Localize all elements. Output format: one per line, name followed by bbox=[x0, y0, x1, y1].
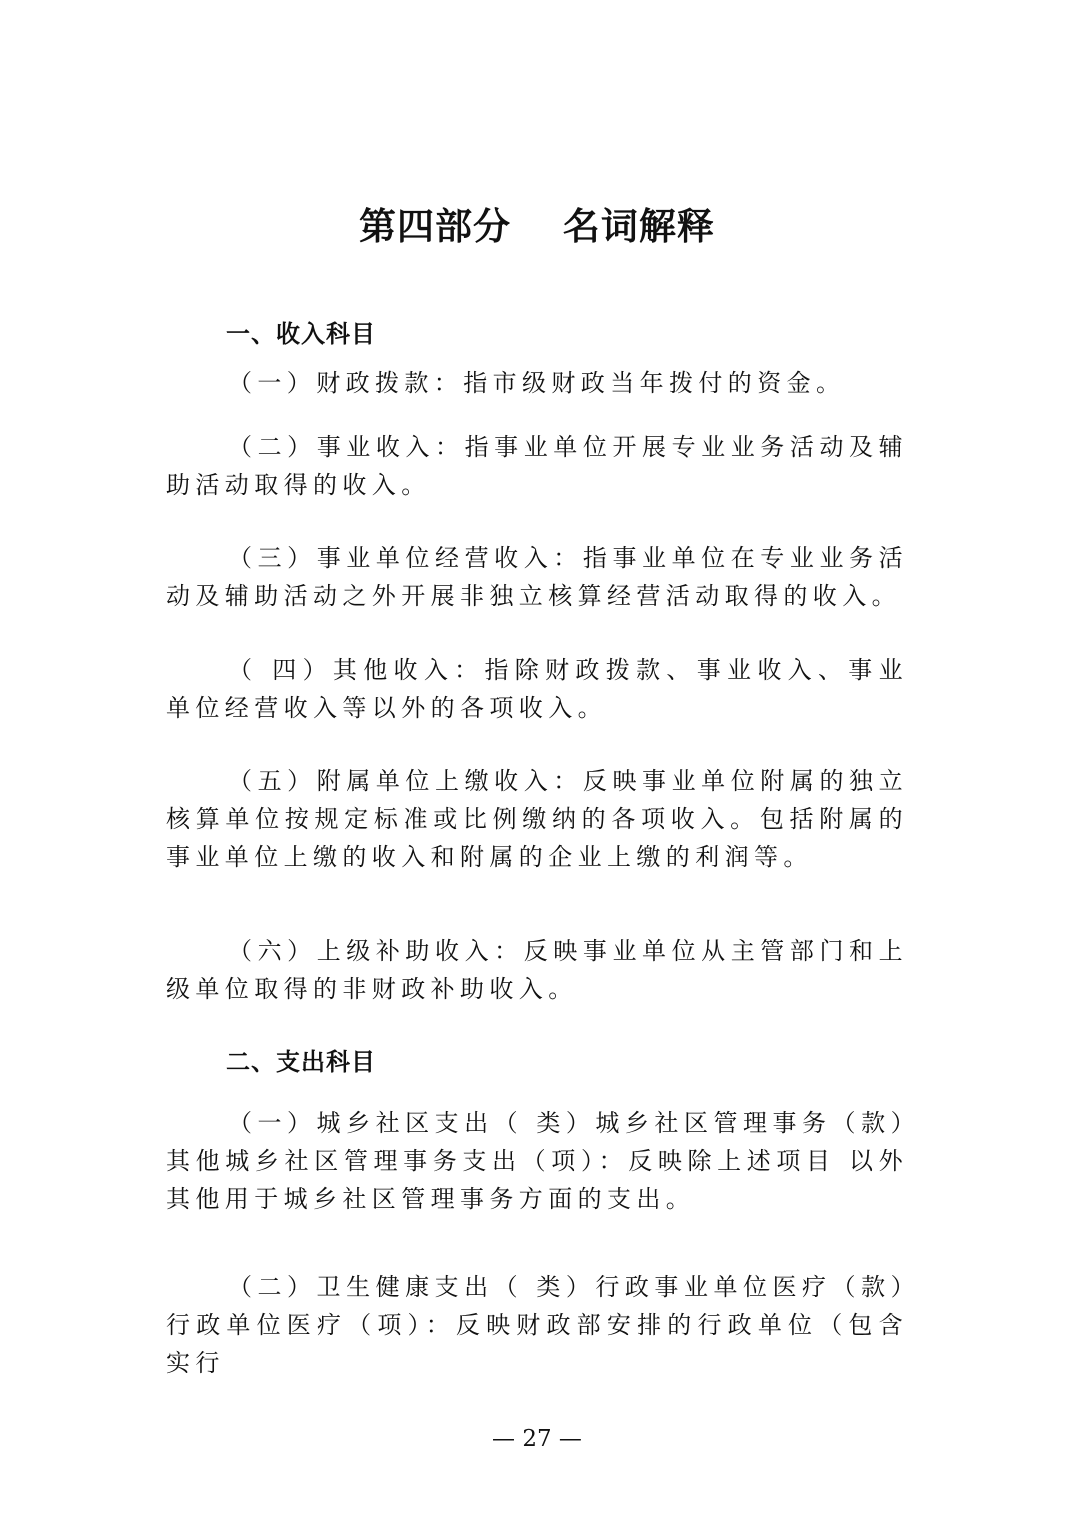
expense-item-2: （二）卫生健康支出（ 类）行政事业单位医疗（款）行政单位医疗（项）：反映财政部安排的行政单位（包含实行 bbox=[166, 1273, 908, 1377]
income-item-3: （三）事业单位经营收入：指事业单位在专业业务活动及辅助活动之外开展非独立核算经营活动取得的收入。 bbox=[166, 544, 908, 610]
income-item-2: （二）事业收入：指事业单位开展专业业务活动及辅助活动取得的收入。 bbox=[166, 433, 908, 499]
income-item-1: （一）财政拨款：指市级财政当年拨付的资金。 bbox=[228, 369, 846, 397]
page-title: 第四部分 名词解释 bbox=[359, 205, 715, 248]
section-heading-expense: 二、支出科目 bbox=[226, 1048, 376, 1076]
income-item-6: （六）上级补助收入：反映事业单位从主管部门和上级单位取得的非财政补助收入。 bbox=[166, 937, 908, 1003]
expense-item-1: （一）城乡社区支出（ 类）城乡社区管理事务（款）其他城乡社区管理事务支出（项）：反映除上述项目 以外其他用于城乡社区管理事务方面的支出。 bbox=[166, 1109, 908, 1213]
income-item-5: （五）附属单位上缴收入：反映事业单位附属的独立核算单位按规定标准或比例缴纳的各项收入。包括附属的事业单位上缴的收入和附属的企业上缴的利润等。 bbox=[166, 767, 908, 871]
section-heading-income: 一、收入科目 bbox=[226, 320, 376, 348]
page-number: — 27 — bbox=[492, 1426, 582, 1452]
income-item-4: （ 四）其他收入：指除财政拨款、事业收入、事业单位经营收入等以外的各项收入。 bbox=[166, 656, 908, 722]
